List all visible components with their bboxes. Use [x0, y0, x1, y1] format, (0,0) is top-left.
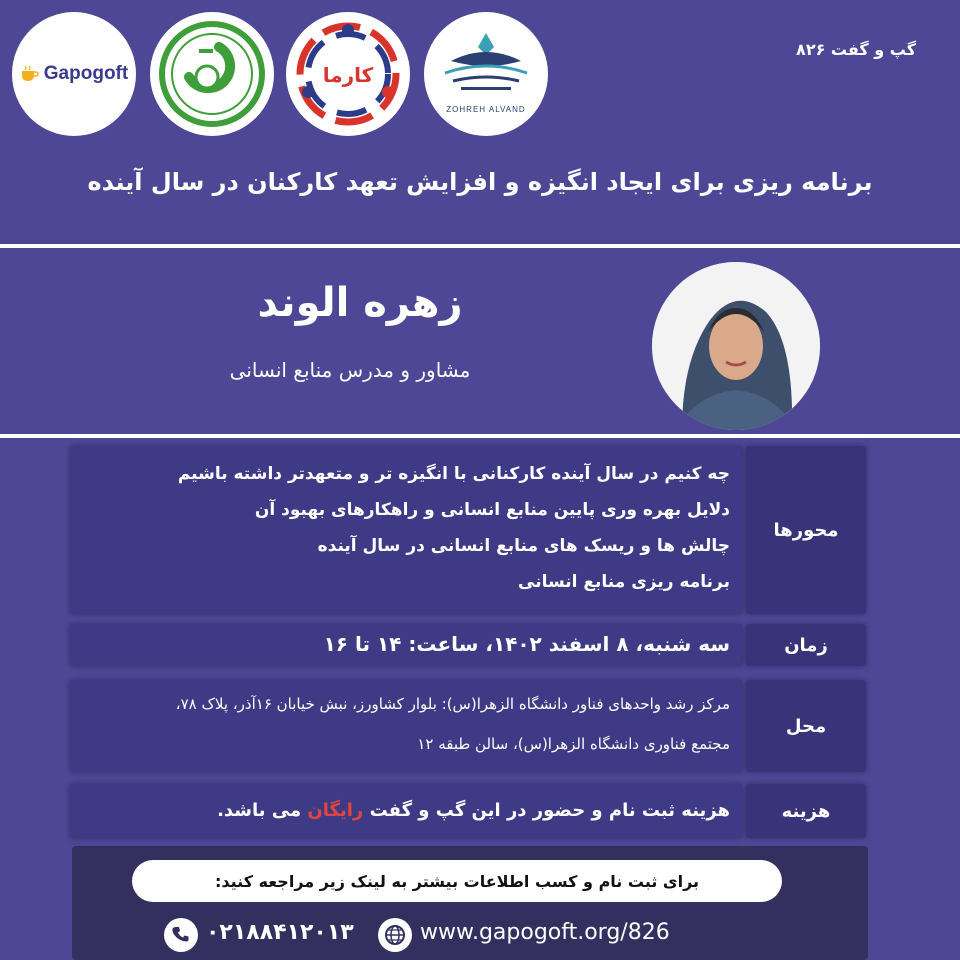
- cup-icon: [20, 65, 40, 83]
- website-link[interactable]: www.gapogoft.org/826: [420, 920, 670, 945]
- speaker-name: زهره الوند: [257, 280, 463, 326]
- speaker-role: مشاور و مدرس منابع انسانی: [229, 358, 471, 382]
- green-circle-logo: [150, 12, 274, 136]
- topic-item: چه کنیم در سال آینده کارکنانی با انگیزه تر و متعهدتر داشته باشیم: [177, 464, 730, 484]
- gapogoft-logo-text: Gapogoft: [43, 63, 129, 84]
- topics-label: محورها: [746, 446, 866, 614]
- karama-logo-text: کارما: [322, 63, 374, 87]
- location-line: مجتمع فناوری دانشگاه الزهرا(س)، سالن طبقه ۱۲: [417, 735, 730, 753]
- topic-item: برنامه ریزی منابع انسانی: [518, 572, 730, 592]
- zohreh-alvand-logo: [424, 12, 548, 136]
- time-box: [70, 624, 742, 666]
- topic-item: دلایل بهره وری پایین منابع انسانی و راهکارهای بهبود آن: [254, 500, 730, 520]
- registration-cta: برای ثبت نام و کسب اطلاعات بیشتر به لینک زیر مراجعه کنید:: [132, 860, 782, 902]
- karama-logo: [286, 12, 410, 136]
- topic-item: چالش ها و ریسک های منابع انسانی در سال آینده: [317, 536, 730, 556]
- topics-box: [70, 446, 742, 614]
- gapogoft-logo: [12, 12, 136, 136]
- cost-free-highlight: رایگان: [307, 800, 364, 821]
- globe-icon: [378, 918, 412, 952]
- cost-label: هزینه: [746, 784, 866, 838]
- speaker-photo: [652, 262, 820, 430]
- phone-icon: [164, 918, 198, 952]
- episode-label: گپ و گفت ۸۲۶: [796, 40, 916, 59]
- cost-text-before: هزینه ثبت نام و حضور در این گپ و گفت: [363, 800, 730, 821]
- phone-number[interactable]: ۰۲۱۸۸۴۱۲۰۱۳: [206, 920, 354, 945]
- page-title: برنامه ریزی برای ایجاد انگیزه و افزایش تعهد کارکنان در سال آینده: [87, 168, 873, 196]
- time-label: زمان: [746, 624, 866, 666]
- top-divider: [0, 244, 960, 248]
- middle-divider: [0, 434, 960, 438]
- location-box: [70, 680, 742, 772]
- cost-box: [70, 784, 742, 838]
- location-line: مرکز رشد واحدهای فناور دانشگاه الزهرا(س): بلوار کشاورز، نبش خیابان ۱۶آذر، پلاک ۷۸،: [175, 695, 730, 713]
- event-time: سه شنبه، ۸ اسفند ۱۴۰۲، ساعت: ۱۴ تا ۱۶: [323, 632, 730, 656]
- location-label: محل: [746, 680, 866, 772]
- cost-text: [70, 784, 730, 838]
- zohreh-alvand-logo-text: ZOHREH ALVAND: [446, 105, 526, 114]
- cost-text-after: می باشد.: [217, 800, 308, 821]
